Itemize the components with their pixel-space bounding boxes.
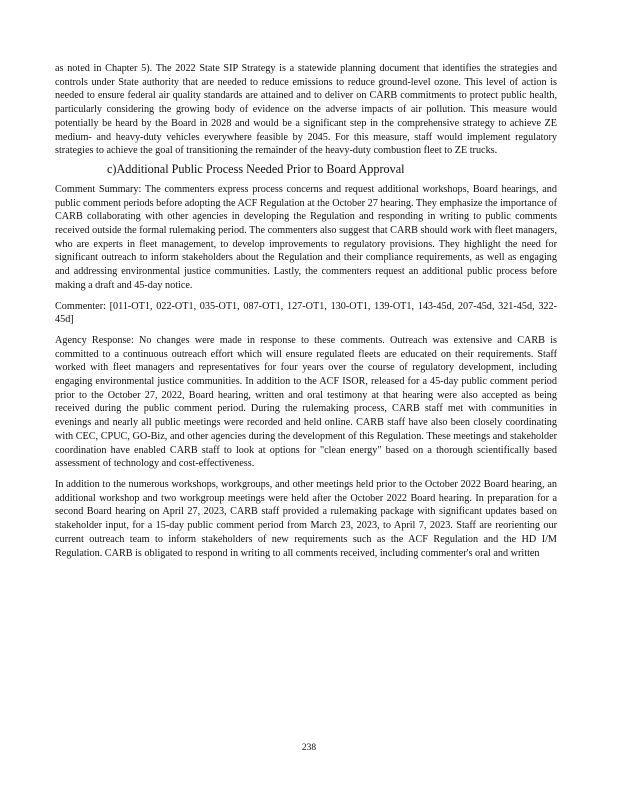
comment-summary-paragraph: Comment Summary: The commenters express process concerns and request additional workshops, Board hearings, and public comment periods before adopting the ACF Regulation at the October 27 hearing. They emphasize the importance of CARB collaborating with other agencies in developing the Regulation and responding in writing to public comments received outside the formal rulemaking period. The commenters also suggest that CARB should work with fleet managers, who are experts in fleet management, to develop improvements to regulatory provisions. They highlight the need for significant outreach to inform stakeholders about the Regulation and their compliance requirements, as well as engaging and addressing environmental justice communities. Lastly, the commenters request an additional public process before making a draft and 45-day notice. <box>55 183 557 291</box>
additional-paragraph: In addition to the numerous workshops, workgroups, and other meetings held prior to the October 2022 Board hearing, an additional workshop and two workgroup meetings were held after the October 2022 Board hearing. In preparation for a second Board hearing on April 27, 2023, CARB staff provided a rulemaking package with significant updates based on stakeholder input, for a 15-day public comment period from March 23, 2023, to April 7, 2023. Staff are reorienting our current outreach team to inform stakeholders of new requirements such as the ACF Regulation and the HD I/M Regulation. CARB is obligated to respond in writing to all comments received, including commenter's oral and written <box>55 478 557 559</box>
section-heading: c)Additional Public Process Needed Prior to Board Approval <box>107 161 405 176</box>
intro-paragraph: as noted in Chapter 5). The 2022 State SIP Strategy is a statewide planning document that identifies the strategies and controls under State authority that are needed to reduce emissions to reduce ground-level ozone. This level of action is needed to ensure federal air quality standards are attained and to deliver on CARB commitments to protect public health, particularly considering the growing body of evidence on the adverse impacts of air pollution. This measure would potentially be heard by the Board in 2028 and would be a significant step in the comprehensive strategy to achieve ZE medium- and heavy-duty vehicles everywhere feasible by 2045. For this measure, staff would implement regulatory strategies to achieve the goal of transitioning the remainder of the heavy-duty combustion fleet to ZE trucks. <box>55 63 557 157</box>
commenter-ids-paragraph: Commenter: [011-OT1, 022-OT1, 035-OT1, 087-OT1, 127-OT1, 130-OT1, 139-OT1, 143-45d, 207-45d, 321-45d, 322-45d] <box>55 300 557 326</box>
document-body <box>55 62 557 560</box>
page-number: 238 <box>301 743 317 753</box>
agency-response-paragraph: Agency Response: No changes were made in response to these comments. Outreach was extensive and CARB is committed to a continuous outreach effort which will ensure regulated fleets are educated on their requirements. Staff worked with fleet managers and representatives for four years over the course of regulatory development, including engaging environmental justice communities. In addition to the ACF ISOR, released for a 45-day public comment period prior to the October 27, 2022, Board hearing, written and oral testimony at that hearing were also accepted as being received during the public comment period. During the rulemaking process, CARB staff met with communities in evenings and nearly all public meetings were recorded and held online. CARB staff have also been closely coordinating with CEC, CPUC, GO-Biz, and other agencies during the development of this Regulation. These meetings and stakeholder coordination have enabled CARB staff to look at options for "clean energy" based on a thorough scientifically based assessment of technology and cost-effectiveness. <box>55 334 557 470</box>
